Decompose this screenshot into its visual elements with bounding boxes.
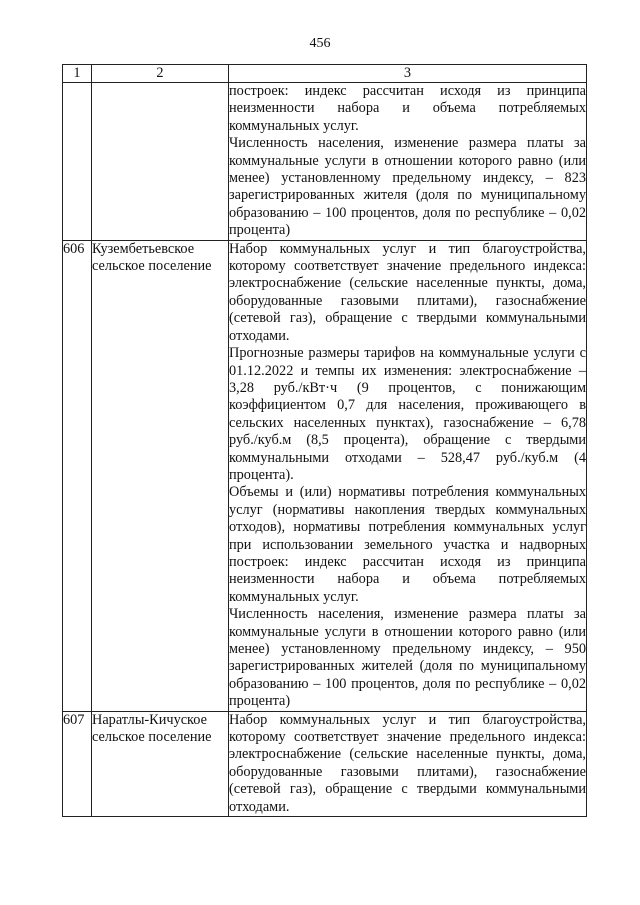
table-row (63, 711, 587, 816)
column-header: 1 (63, 65, 92, 83)
table-row (63, 83, 587, 241)
table-row (63, 240, 587, 711)
paragraph: Прогнозные размеры тарифов на коммунальные услуги с 01.12.2022 и темпы их изменения: электроснабжение – 3,28 руб./кВт·ч (9 процентов, с понижающим коэффициентом 0,7 для населения, проживающего в сельских населенных пунктах), газоснабжение – 6,78 руб./куб.м (8,5 процента), обращение с твердыми коммунальными отходами – 528,47 руб./куб.м (4 процента). (229, 345, 586, 483)
row-number (63, 83, 92, 241)
page-number: 456 (309, 36, 331, 51)
paragraph: Объемы и (или) нормативы потребления коммунальных услуг (нормативы накопления твердых коммунальных отходов), нормативы потребления коммунальных услуг при использовании земельного участка и надворных построек: индекс рассчитан исходя из принципа неизменности набора и объема потребляемых коммунальных услуг. (229, 484, 586, 605)
column-header: 2 (92, 65, 229, 83)
row-number: 607 (63, 711, 92, 816)
row-description (229, 240, 587, 711)
column-header: 3 (229, 65, 587, 83)
settlement-name (92, 83, 229, 241)
paragraph: Численность населения, изменение размера платы за коммунальные услуги в отношении которого равно (или менее) установленному предельному индексу, – 950 зарегистрированных жителей (доля по муниципальному образованию – 100 процентов, доля по республике – 0,02 процента) (229, 606, 586, 710)
row-number: 606 (63, 240, 92, 711)
settlement-name: Наратлы-Кичуское сельское поселение (92, 711, 229, 816)
row-description (229, 711, 587, 816)
row-description (229, 83, 587, 241)
paragraph: построек: индекс рассчитан исходя из принципа неизменности набора и объема потребляемых коммунальных услуг. (229, 83, 586, 134)
table-header-row (63, 65, 587, 83)
municipality-table (62, 64, 587, 817)
paragraph: Численность населения, изменение размера платы за коммунальные услуги в отношении которого равно (или менее) установленному предельному индексу, – 823 зарегистрированных жителя (доля по муниципальному образованию – 100 процентов, доля по республике – 0,02 процента) (229, 135, 586, 239)
paragraph: Набор коммунальных услуг и тип благоустройства, которому соответствует значение предельного индекса: электроснабжение (сельские населенные пункты, дома, оборудованные газовыми плитами), газоснабжение (сетевой газ), обращение с твердыми коммунальными отходами. (229, 240, 586, 344)
paragraph: Набор коммунальных услуг и тип благоустройства, которому соответствует значение предельного индекса: электроснабжение (сельские населенные пункты, дома, оборудованные газовыми плитами), газоснабжение (сетевой газ), обращение с твердыми коммунальными отходами. (229, 711, 586, 815)
settlement-name: Кузембетьевское сельское поселение (92, 240, 229, 711)
